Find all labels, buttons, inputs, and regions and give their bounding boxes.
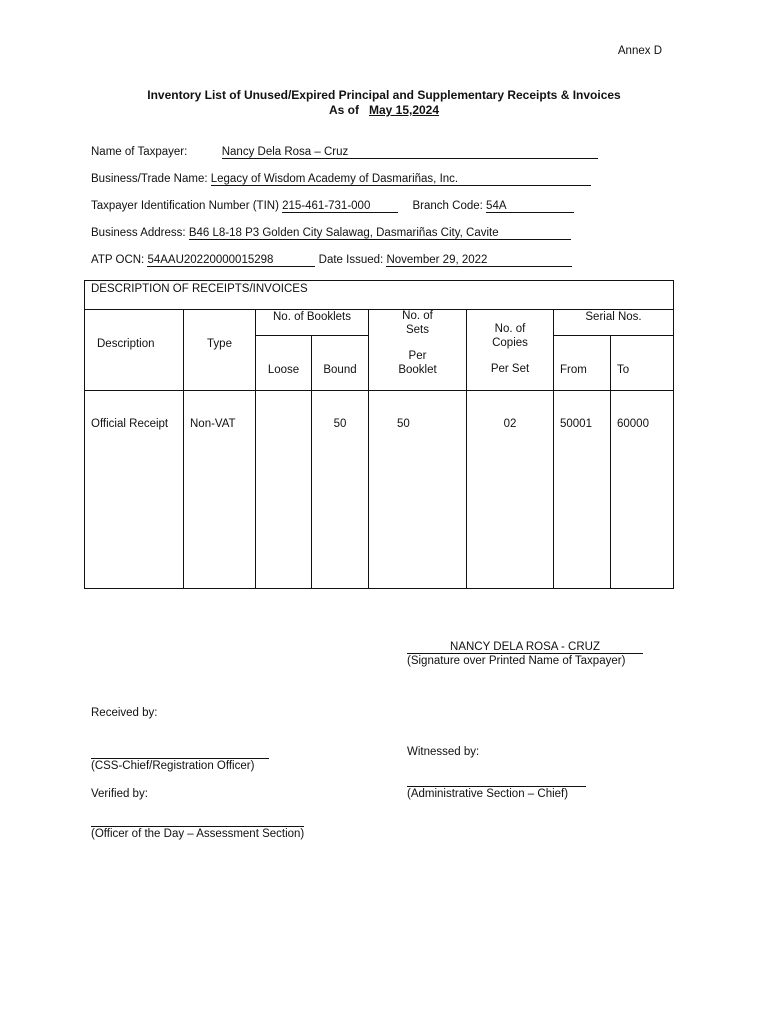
witnessed-by-signature-line: [407, 774, 586, 787]
cell-sets: 50: [369, 391, 467, 589]
verified-by-caption: (Officer of the Day – Assessment Section): [91, 828, 305, 840]
section-header: DESCRIPTION OF RECEIPTS/INVOICES: [85, 281, 674, 310]
header-copies: [467, 310, 554, 391]
date-issued-value: November 29, 2022: [386, 254, 488, 266]
verified-by-label: Verified by:: [91, 788, 148, 800]
cell-from: 50001: [554, 391, 611, 589]
atp-label: ATP OCN:: [91, 254, 145, 266]
receipts-table: [84, 280, 674, 589]
header-from: From: [554, 336, 611, 391]
received-by-label: Received by:: [91, 707, 158, 719]
verified-by-signature-line: [91, 814, 304, 827]
header-bound: Bound: [312, 336, 369, 391]
header-sets-line3: Per: [408, 350, 427, 362]
cell-copies: 02: [467, 391, 554, 589]
header-copies-line1: No. of: [494, 323, 526, 335]
taxpayer-name-row: [91, 146, 598, 159]
header-sets: [369, 310, 467, 391]
taxpayer-name-label: Name of Taxpayer:: [91, 146, 188, 158]
header-sets-line2: Sets: [405, 323, 429, 336]
trade-name-value: Legacy of Wisdom Academy of Dasmariñas, Inc.: [210, 173, 459, 185]
header-copies-line2: Copies: [492, 336, 528, 349]
atp-value: 54AAU20220000015298: [147, 254, 274, 266]
header-to: To: [611, 336, 674, 391]
header-loose: Loose: [256, 336, 312, 391]
branch-code-value: 54A: [486, 200, 507, 212]
taxpayer-name-value: Nancy Dela Rosa – Cruz: [221, 146, 349, 158]
cell-loose: [256, 391, 312, 589]
header-serial: Serial Nos.: [554, 310, 674, 336]
trade-name-row: [91, 173, 591, 186]
address-label: Business Address:: [91, 227, 186, 239]
table-row: [85, 391, 674, 589]
taxpayer-signature-line: [407, 641, 643, 654]
tin-row: [91, 200, 574, 213]
witnessed-by-caption: (Administrative Section – Chief): [407, 788, 569, 800]
header-sets-line4: Booklet: [398, 363, 437, 376]
header-description: Description: [85, 310, 184, 391]
date-issued-label: Date Issued:: [318, 254, 384, 266]
trade-name-label: Business/Trade Name:: [91, 173, 208, 185]
header-booklets: No. of Booklets: [256, 310, 369, 336]
document-title: Inventory List of Unused/Expired Principal and Supplementary Receipts & Invoices: [147, 88, 621, 102]
annex-label: Annex D: [617, 45, 662, 57]
tin-label: Taxpayer Identification Number (TIN): [91, 200, 279, 212]
cell-description: Official Receipt: [85, 391, 184, 589]
as-of-line: [0, 103, 768, 117]
address-value: B46 L8-18 P3 Golden City Salawag, Dasmariñas City, Cavite: [188, 227, 499, 239]
header-sets-line1: No. of: [402, 310, 433, 322]
witnessed-by-label: Witnessed by:: [407, 746, 480, 758]
header-copies-line3: Per Set: [490, 363, 530, 375]
branch-code-label: Branch Code:: [412, 200, 483, 212]
cell-type: Non-VAT: [184, 391, 256, 589]
as-of-label: As of: [328, 103, 359, 117]
received-by-caption: (CSS-Chief/Registration Officer): [91, 760, 255, 772]
taxpayer-signature-caption: (Signature over Printed Name of Taxpayer): [407, 655, 626, 667]
as-of-date: May 15,2024: [368, 103, 440, 117]
received-by-signature-line: [91, 746, 269, 759]
taxpayer-printed-name: NANCY DELA ROSA - CRUZ: [450, 641, 600, 653]
cell-bound: 50: [312, 391, 369, 589]
address-row: [91, 227, 571, 240]
atp-row: [91, 254, 572, 267]
header-type: Type: [184, 310, 256, 391]
tin-value: 215-461-731-000: [282, 200, 371, 212]
cell-to: 60000: [611, 391, 674, 589]
